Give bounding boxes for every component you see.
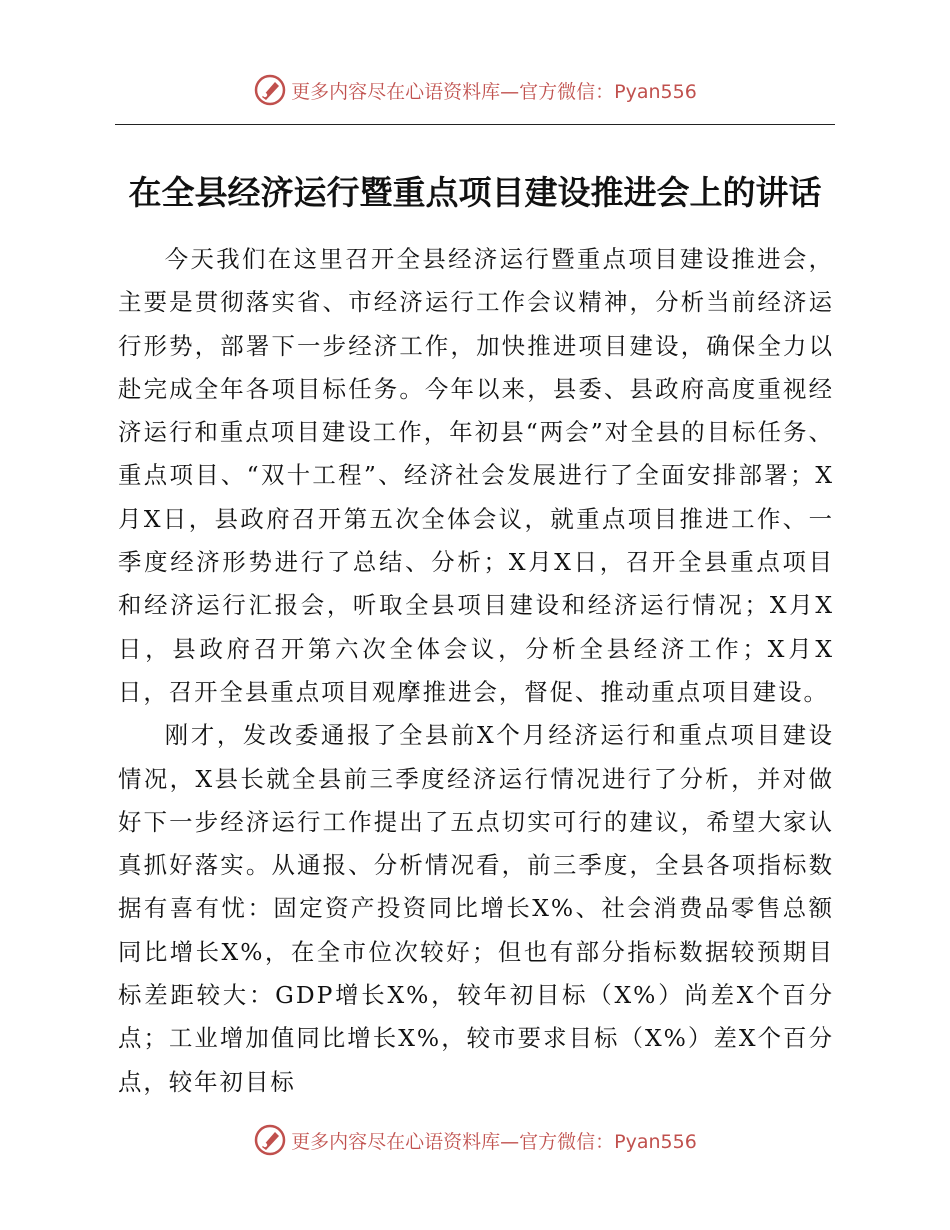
paragraph-1: 今天我们在这里召开全县经济运行暨重点项目建设推进会，主要是贯彻落实省、市经济运行工作会议精神，分析当前经济运行形势，部署下一步经济工作，加快推进项目建设，确保全力以赴完成全年各项目标任务。今年以来，县委、县政府高度重视经济运行和重点项目建设工作，年初县“两会”对全县的目标任务、重点项目、“双十工程”、经济社会发展进行了全面安排部署；X月X日，县政府召开第五次全体会议，就重点项目推进工作、一季度经济形势进行了总结、分析；X月X日，召开全县重点项目和经济运行汇报会，听取全县项目建设和经济运行情况；X月X日，县政府召开第六次全体会议，分析全县经济工作；X月X日，召开全县重点项目观摩推进会，督促、推动重点项目建设。 xyxy=(118,245,834,706)
document-body xyxy=(118,238,834,1104)
pen-logo-icon xyxy=(253,73,287,107)
footer-banner-text: 更多内容尽在心语资料库—官方微信：Pyan556 xyxy=(291,1130,697,1153)
header-divider xyxy=(115,124,835,125)
header-banner xyxy=(0,72,950,108)
header-banner-text: 更多内容尽在心语资料库—官方微信：Pyan556 xyxy=(291,80,697,103)
page-title: 在全县经济运行暨重点项目建设推进会上的讲话 xyxy=(128,173,822,212)
paragraph-2: 刚才，发改委通报了全县前X个月经济运行和重点项目建设情况，X县长就全县前三季度经济运行情况进行了分析，并对做好下一步经济运行工作提出了五点切实可行的建议，希望大家认真抓好落实。从通报、分析情况看，前三季度，全县各项指标数据有喜有忧：固定资产投资同比增长X%、社会消费品零售总额同比增长X%，在全市位次较好；但也有部分指标数据较预期目标差距较大：GDP增长X%，较年初目标（X%）尚差X个百分点；工业增加值同比增长X%，较市要求目标（X%）差X个百分点，较年初目标 xyxy=(118,721,834,1096)
pen-logo-icon xyxy=(253,1123,287,1157)
footer-banner xyxy=(0,1122,950,1158)
